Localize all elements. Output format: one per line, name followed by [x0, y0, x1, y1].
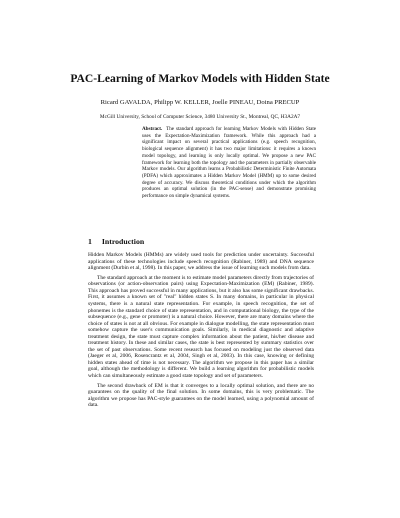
- section-title: Introduction: [101, 237, 145, 246]
- paragraph: The second drawback of EM is that it converges to a locally optimal solution, and there are no guarantees on the quality of the final solution. In some domains, this is very problematic. The algorithm we propose has PAC-style guarantees on the model learned, using a polynomial amount of data.: [88, 382, 314, 409]
- paper-title: PAC-Learning of Markov Models with Hidden State: [70, 72, 330, 85]
- author-list: Ricard GAVALDA, Philipp W. KELLER, Joelle PINEAU, Doina PRECUP: [100, 99, 300, 106]
- abstract-text: The standard approach for learning Markov Models with Hidden State uses the Expectation-Maximization framework. While this approach had a significant impact on several practical applications (e.g. speech recognition, biological sequence alignment) it has two major limitations: it requires a known model topology, and learning is only locally optimal. We propose a new PAC framework for learning both the topology and the parameters in partially observable Markov models. Our algorithm learns a Probabilistic Deterministic Finite Automata (PDFA) which approximates a Hidden Markov Model (HMM) up to some desired degree of accuracy. We discuss theoretical conditions under which the algorithm produces an optimal solution (in the PAC-sense) and demonstrate promising performance on simple dynamical systems.: [142, 126, 317, 200]
- affiliation: McGill University, School of Computer Science, 3480 University St., Montreal, QC, H3A2A7: [99, 114, 301, 120]
- abstract: [142, 126, 316, 200]
- paragraph: The standard approach at the moment is to estimate model parameters directly from trajectories of observations (or action-observation pairs) using Expectation-Maximization (EM) (Rabiner, 1989). This approach has proved successful in many applications, but it also has some significant drawbacks. First, it assumes a known set of "real" hidden states S. In many domains, in particular in physical systems, there is a natural state representation. For example, in speech recognition, the set of phonemes is the standard choice of state representation, and in computational biology, the type of the subsequence (e.g., gene or promoter) is a natural choice. However, there are many domains where the choice of states is not at all obvious. For example in dialogue modelling, the state representation must somehow capture the user's communication goals. Similarly, in medical diagnostic and adaptive treatment design, the state must capture complex information about the patient, his/her disease and treatment history. In these and similar cases, the state is best represented by summary statistics over the set of past observations. Some recent research has focused on modeling just the observed data (Jaeger et al, 2006, Rosencrantz et al, 2004, Singh et al, 2003). In this case, knowing or defining hidden states ahead of time is not necessary. The algorithm we propose in this paper has a similar goal, although the methodology is different. We build a learning algorithm for probabilistic models which can simultaneously estimate a good state topology and set of parameters.: [88, 274, 314, 380]
- section-heading: [88, 237, 144, 247]
- section-number: 1: [88, 237, 92, 246]
- abstract-label: Abstract.: [142, 126, 163, 132]
- body-text: [88, 252, 314, 412]
- paragraph: Hidden Markov Models (HMMs) are widely used tools for prediction under uncertainty. Successful applications of these technologies include speech recognition (Rabiner, 1989) and DNA sequence alignment (Durbin et al, 1998). In this paper, we address the issue of learning such models from data.: [88, 252, 314, 272]
